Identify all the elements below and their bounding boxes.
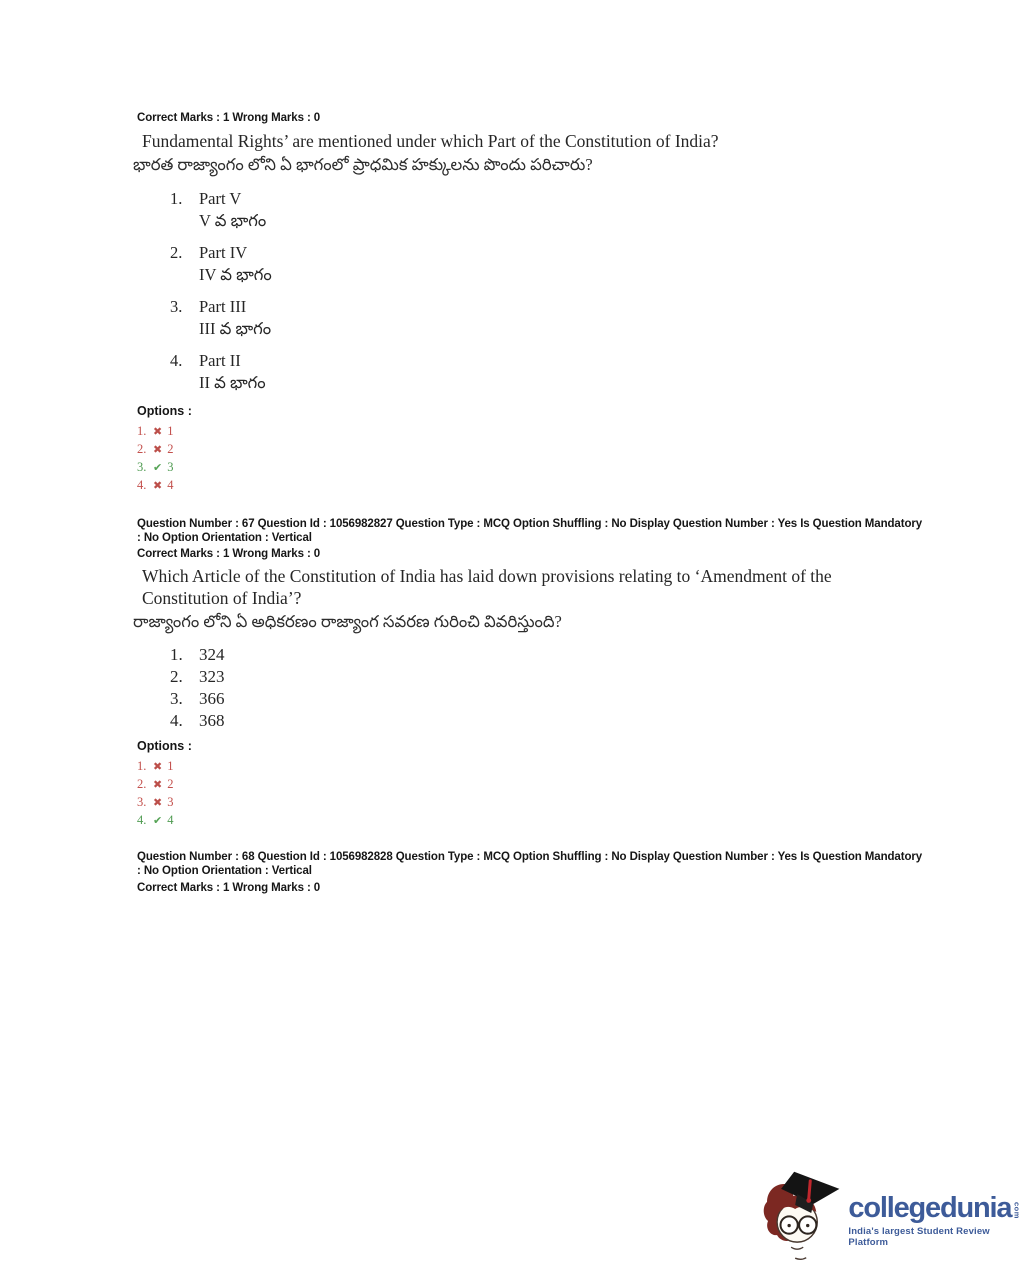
choice-number: 1. — [170, 189, 183, 208]
answer-number: 2. — [137, 776, 147, 791]
choice-text-english: Part IV — [199, 243, 248, 262]
question-67-text-telugu: భారత రాజ్యాంగం లోని ఏ భాగంలో ప్రాధమిక హక్కులను పొందు పరిచారు? — [133, 155, 593, 174]
brand-tagline: India's largest Student Review Platform — [848, 1226, 990, 1248]
answer-value: 3 — [167, 459, 174, 474]
choice-4 — [170, 350, 927, 394]
choice-number: 2. — [170, 667, 183, 686]
cross-icon: ✖ — [153, 478, 163, 492]
answer-value: 4 — [167, 812, 174, 827]
answer-number: 1. — [137, 758, 147, 773]
choice-4 — [170, 710, 927, 732]
choice-text-telugu: V వ భాగం — [199, 211, 267, 230]
choice-number: 4. — [170, 351, 183, 370]
options-label: Options : — [137, 404, 192, 418]
question-67-answer-key — [137, 422, 927, 494]
brand-domain-suffix: com — [1012, 1202, 1022, 1219]
choice-text-english: Part II — [199, 351, 241, 370]
metadata-line-1: Question Number : 67 Question Id : 1056982827 Question Type : MCQ Option Shuffling : No Display Question Number : Yes Is Question Mandatory — [137, 518, 923, 530]
cross-icon: ✖ — [153, 777, 163, 791]
answer-row-3 — [137, 458, 927, 476]
cross-icon: ✖ — [153, 442, 163, 456]
choice-number: 3. — [170, 689, 183, 708]
collegedunia-logo — [760, 1168, 1025, 1264]
choice-number: 4. — [170, 711, 183, 730]
choice-1 — [170, 188, 927, 232]
cross-icon: ✖ — [153, 795, 163, 809]
question-68-text-telugu: రాజ్యాంగం లోని ఏ అధికరణం రాజ్యాంగ సవరణ గురించి వివరిస్తుంది? — [133, 612, 562, 631]
brand-name: collegedunia — [848, 1192, 1012, 1224]
choice-3 — [170, 296, 927, 340]
choice-text-english: Part V — [199, 189, 242, 208]
answer-number: 4. — [137, 477, 147, 492]
question-67-metadata — [137, 518, 927, 545]
choice-text-telugu: IV వ భాగం — [199, 265, 272, 284]
choice-number: 1. — [170, 645, 183, 664]
question-67-choices — [137, 188, 927, 394]
cross-icon: ✖ — [153, 759, 163, 773]
marks-line: Correct Marks : 1 Wrong Marks : 0 — [137, 548, 321, 560]
answer-value: 1 — [167, 758, 174, 773]
check-icon: ✔ — [153, 460, 163, 474]
answer-row-4 — [137, 811, 927, 829]
question-68-text-english: Which Article of the Constitution of India has laid down provisions relating to ‘Amendment of the Constitution of India’? — [142, 566, 832, 608]
answer-number: 3. — [137, 459, 147, 474]
collegedunia-mascot-icon — [760, 1168, 846, 1264]
question-68-choices — [137, 644, 927, 732]
metadata-line-2: : No Option Orientation : Vertical — [137, 864, 312, 877]
collegedunia-logo-text — [848, 1194, 1025, 1248]
choice-text-english: Part III — [199, 297, 247, 316]
question-68-metadata — [137, 851, 927, 878]
check-icon: ✔ — [153, 813, 163, 827]
choice-3 — [170, 688, 927, 710]
answer-value: 2 — [167, 776, 174, 791]
answer-number: 3. — [137, 794, 147, 809]
metadata-line-2: : No Option Orientation : Vertical — [137, 531, 312, 544]
choice-text-telugu: III వ భాగం — [199, 319, 272, 338]
answer-number: 2. — [137, 441, 147, 456]
choice-text: 323 — [199, 667, 225, 686]
answer-row-1 — [137, 757, 927, 775]
choice-text-telugu: II వ భాగం — [199, 373, 266, 392]
answer-value: 1 — [167, 423, 174, 438]
options-label: Options : — [137, 739, 192, 753]
answer-number: 4. — [137, 812, 147, 827]
answer-value: 3 — [167, 794, 174, 809]
choice-number: 2. — [170, 243, 183, 262]
answer-row-4 — [137, 476, 927, 494]
choice-2 — [170, 666, 927, 688]
choice-text: 366 — [199, 689, 225, 708]
choice-2 — [170, 242, 927, 286]
choice-1 — [170, 644, 927, 666]
exam-page-content — [133, 112, 927, 896]
choice-number: 3. — [170, 297, 183, 316]
question-68-answer-key — [137, 757, 927, 829]
question-67-text-english: Fundamental Rights’ are mentioned under which Part of the Constitution of India? — [142, 131, 719, 151]
marks-line: Correct Marks : 1 Wrong Marks : 0 — [137, 882, 321, 894]
cross-icon: ✖ — [153, 424, 163, 438]
answer-value: 4 — [167, 477, 174, 492]
answer-number: 1. — [137, 423, 147, 438]
answer-value: 2 — [167, 441, 174, 456]
answer-row-1 — [137, 422, 927, 440]
marks-line: Correct Marks : 1 Wrong Marks : 0 — [137, 112, 321, 124]
choice-text: 324 — [199, 645, 225, 664]
answer-row-2 — [137, 440, 927, 458]
choice-text: 368 — [199, 711, 225, 730]
answer-row-2 — [137, 775, 927, 793]
answer-row-3 — [137, 793, 927, 811]
metadata-line-1: Question Number : 68 Question Id : 1056982828 Question Type : MCQ Option Shuffling : No Display Question Number : Yes Is Question Mandatory — [137, 851, 923, 863]
